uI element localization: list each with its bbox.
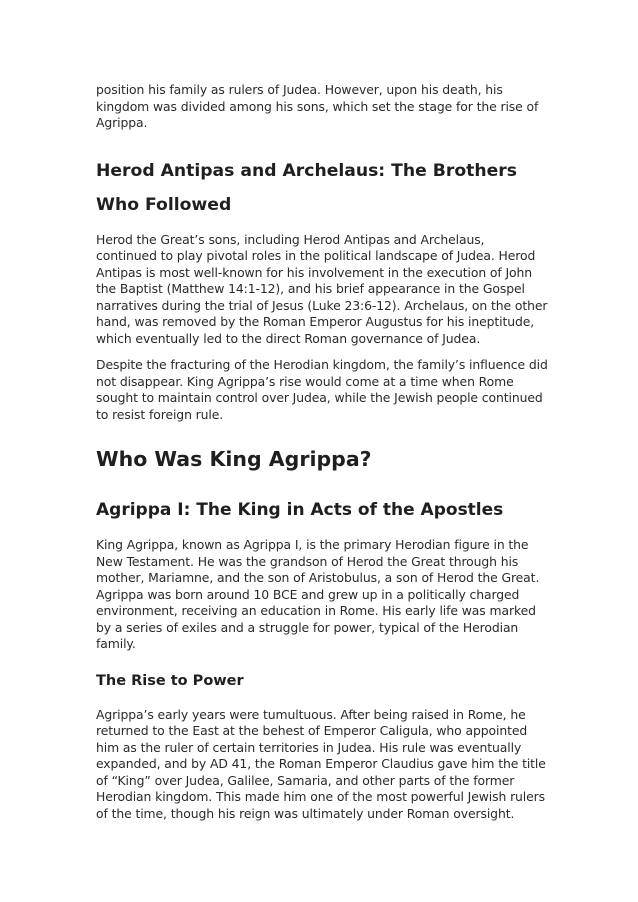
paragraph-herod-sons: Herod the Great’s sons, including Herod Antipas and Archelaus, continued to play pivotal roles in the political landscape of Judea. Herod Antipas is most well-known for his involvement in the execution of John the Baptist (Matthew 14:1-12), and his brief appearance in the Gospel narratives during the trial of Jesus (Luke 23:6-12). Archelaus, on the other hand, was removed by the Roman Emperor Augustus for his ineptitude, which eventually led to the direct Roman governance of Judea. bbox=[96, 231, 548, 346]
heading-who-was-agrippa: Who Was King Agrippa? bbox=[96, 447, 372, 471]
heading-herod-brothers: Herod Antipas and Archelaus: The Brothers Who Followed bbox=[96, 160, 517, 215]
intro-paragraph: position his family as rulers of Judea. However, upon his death, his kingdom was divided among his sons, which set the stage for the rise of Agrippa. bbox=[96, 82, 539, 130]
document-page bbox=[96, 82, 548, 822]
heading-agrippa-i: Agrippa I: The King in Acts of the Apostles bbox=[96, 500, 504, 520]
paragraph-agrippa-i: King Agrippa, known as Agrippa I, is the primary Herodian figure in the New Testament. He was the grandson of Herod the Great through his mother, Mariamne, and the son of Aristobulus, a son of Herod the Great. Agrippa was born around 10 BCE and grew up in a politically charged environment, receiving an education in Rome. His early life was marked by a series of exiles and a struggle for power, typical of the Herodian family. bbox=[96, 537, 540, 651]
paragraph-herodian-influence: Despite the fracturing of the Herodian kingdom, the family’s influence did not disappear. King Agrippa’s rise would come at a time when Rome sought to maintain control over Judea, while the Jewish people continued to resist foreign rule. bbox=[96, 357, 548, 422]
heading-rise-to-power: The Rise to Power bbox=[96, 672, 244, 689]
paragraph-rise-to-power: Agrippa’s early years were tumultuous. After being raised in Rome, he returned to the East at the behest of Emperor Caligula, who appointed him as the ruler of certain territories in Judea. His rule was eventually expanded, and by AD 41, the Roman Emperor Claudius gave him the title of “King” over Judea, Galilee, Samaria, and other parts of the former Herodian kingdom. This made him one of the most powerful Jewish rulers of the time, though his reign was ultimately under Roman oversight. bbox=[96, 706, 546, 821]
